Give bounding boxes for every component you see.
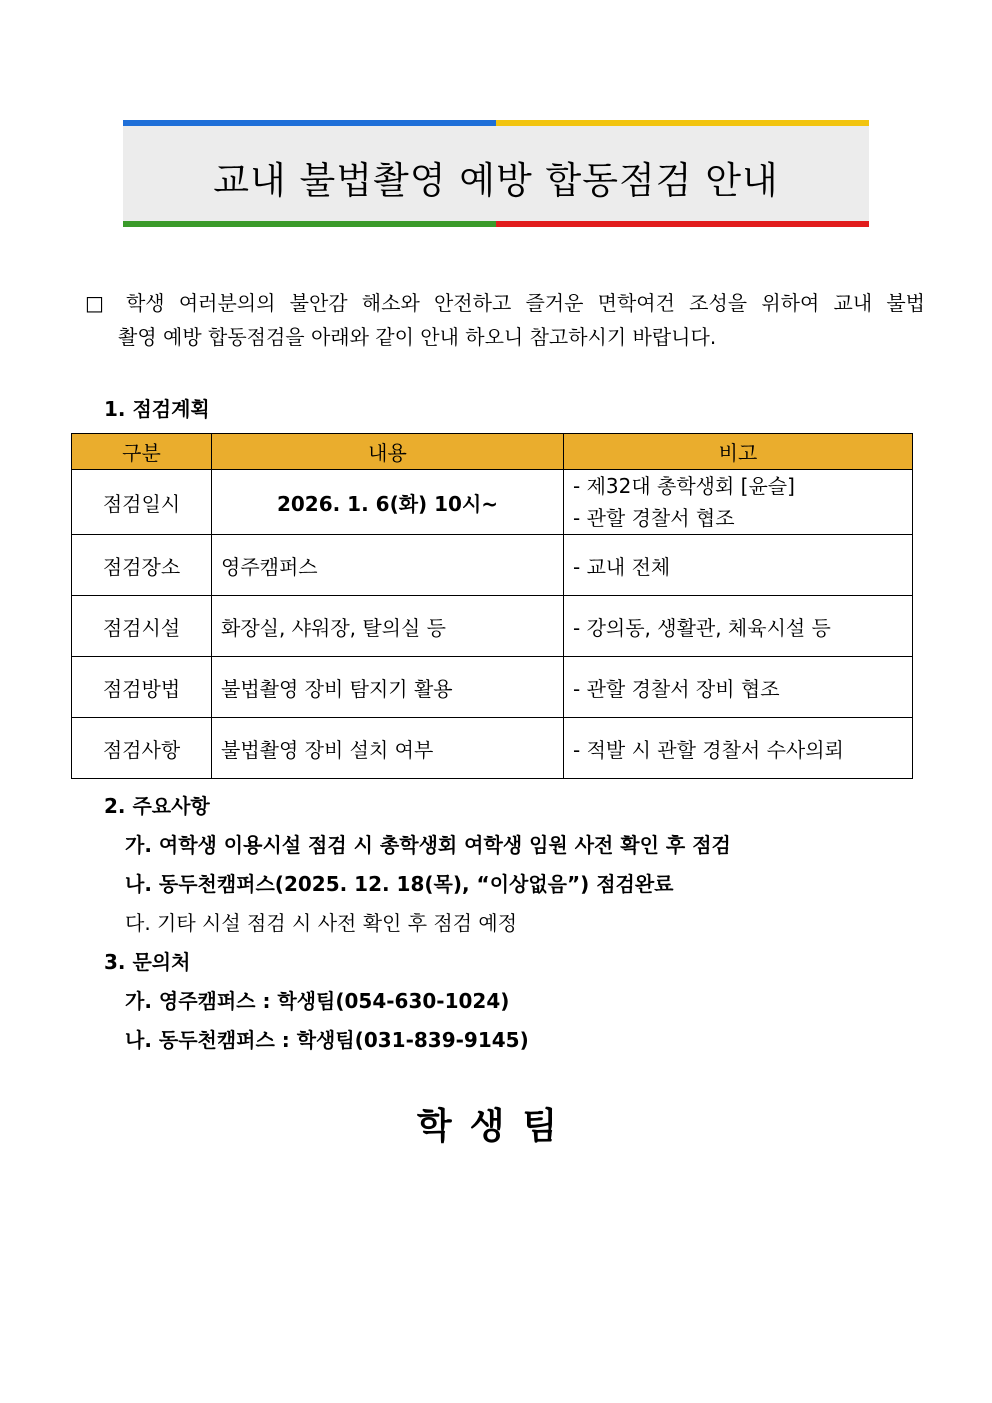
contact-item: 가. 영주캠퍼스 : 학생팀(054-630-1024) <box>125 989 510 1013</box>
row-content: 화장실, 샤워장, 탈의실 등 <box>212 596 564 657</box>
inspection-plan-table <box>71 433 913 779</box>
row-note: - 관할 경찰서 협조 <box>573 506 735 530</box>
header-notes: 비고 <box>564 434 913 470</box>
notice-item: 다. 기타 시설 점검 시 사전 확인 후 점검 예정 <box>125 911 518 935</box>
row-label: 점검장소 <box>72 535 212 596</box>
table-row <box>72 718 913 779</box>
notice-item: 가. 여학생 이용시설 점검 시 총학생회 여학생 임원 사전 확인 후 점검 <box>125 833 731 857</box>
row-notes: - 교내 전체 <box>564 535 913 596</box>
row-notes: - 강의동, 생활관, 체육시설 등 <box>564 596 913 657</box>
table-row <box>72 470 913 535</box>
section-3-heading: 3. 문의처 <box>104 950 191 974</box>
row-content: 불법촬영 장비 설치 여부 <box>212 718 564 779</box>
row-content: 영주캠퍼스 <box>212 535 564 596</box>
row-label: 점검방법 <box>72 657 212 718</box>
notice-item: 나. 동두천캠퍼스(2025. 12. 18(목), “이상없음”) 점검완료 <box>125 872 674 896</box>
title-box <box>123 120 869 227</box>
title-bar-yellow <box>496 120 869 126</box>
intro-line-2: 촬영 예방 합동점검을 아래와 같이 안내 하오니 참고하시기 바랍니다. <box>118 325 717 349</box>
title-bar-red <box>496 221 869 227</box>
row-notes: - 관할 경찰서 장비 협조 <box>564 657 913 718</box>
row-note: - 제32대 총학생회 [윤슬] <box>573 474 795 498</box>
signature-student-team: 학생팀 <box>416 1106 576 1147</box>
row-notes: - 적발 시 관할 경찰서 수사의뢰 <box>564 718 913 779</box>
title-bar-blue <box>123 120 496 126</box>
table-row <box>72 657 913 718</box>
table-header-row <box>72 434 913 470</box>
intro-paragraph <box>85 286 925 354</box>
row-label: 점검사항 <box>72 718 212 779</box>
row-label: 점검시설 <box>72 596 212 657</box>
table-row <box>72 535 913 596</box>
section-1-heading: 1. 점검계획 <box>104 397 210 421</box>
row-content: 불법촬영 장비 탐지기 활용 <box>212 657 564 718</box>
row-content: 2026. 1. 6(화) 10시~ <box>212 470 564 535</box>
header-category: 구분 <box>72 434 212 470</box>
header-content: 내용 <box>212 434 564 470</box>
title-bar-green <box>123 221 496 227</box>
page-title: 교내 불법촬영 예방 합동점검 안내 <box>213 159 779 202</box>
table-row <box>72 596 913 657</box>
contact-item: 나. 동두천캠퍼스 : 학생팀(031-839-9145) <box>125 1028 529 1052</box>
row-notes <box>564 470 913 535</box>
intro-line-1: □ 학생 여러분의의 불안감 해소와 안전하고 즐거운 면학여건 조성을 위하여 교내 불법 <box>85 291 925 315</box>
section-2-heading: 2. 주요사항 <box>104 794 210 818</box>
row-label: 점검일시 <box>72 470 212 535</box>
